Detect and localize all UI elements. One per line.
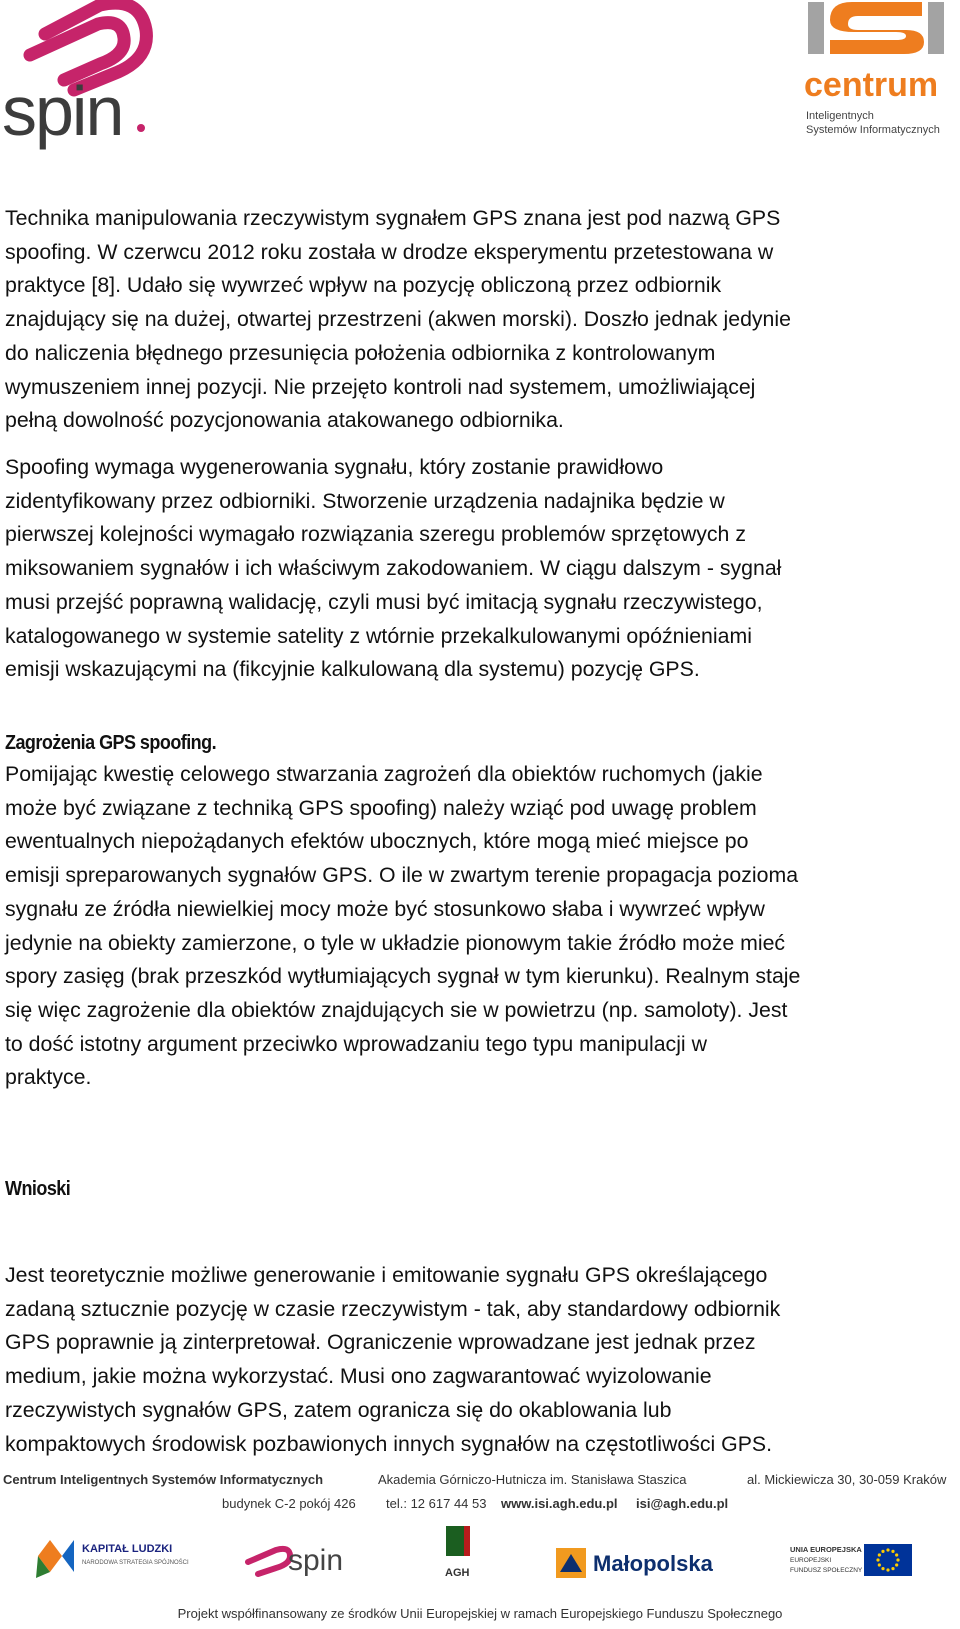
eu-star <box>876 1558 879 1561</box>
isi-centrum-text: centrum <box>804 66 939 104</box>
isi-letter-i-1 <box>808 2 824 54</box>
text-line: to dość istotny argument przeciwko wprowadzaniu tego typu manipulacji w <box>5 1031 707 1056</box>
paragraph-4 <box>5 1259 955 1461</box>
footer-org-name: Centrum Inteligentnych Systemów Informatycznych <box>3 1472 324 1487</box>
text-line: znajdujący się na dużej, otwartej przestrzeni (akwen morski). Doszło jednak jedynie <box>5 307 791 332</box>
footer-address: al. Mickiewicza 30, 30-059 Kraków <box>747 1472 947 1487</box>
eu-line1: UNIA EUROPEJSKA <box>790 1545 862 1554</box>
isi-caption-line2: Systemów Informatycznych <box>806 124 940 136</box>
text-line: rzeczywistych sygnałów GPS, zatem ogranicza się do okablowania lub <box>5 1397 672 1422</box>
text-line: praktyce [8]. Udało się wywrzeć wpływ na pozycję obliczoną przez odbiornik <box>5 273 722 298</box>
eu-star <box>881 1567 884 1570</box>
malopolska-text: Małopolska <box>593 1551 713 1576</box>
text-line: praktyce. <box>5 1065 92 1090</box>
text-line: sygnału ze źródła niewielkiej mocy może być stosunkowo słaba i wywrzeć wpływ <box>5 896 765 921</box>
kapital-ludzki-subtitle: NARODOWA STRATEGIA SPÓJNOŚCI <box>82 1560 189 1566</box>
kapital-ludzki-title: KAPITAŁ LUDZKI <box>82 1543 173 1555</box>
text-line: Jest teoretycznie możliwe generowanie i emitowanie sygnału GPS określającego <box>5 1263 768 1287</box>
paragraph-2 <box>5 451 955 687</box>
agh-logo <box>445 1526 470 1579</box>
text-line: się więc zagrożenie dla obiektów znajdujących sie w powietrzu (np. samoloty). Jest <box>5 997 788 1022</box>
eu-star <box>886 1568 889 1571</box>
eu-star <box>891 1550 894 1553</box>
spin-logo-text: spin <box>2 72 123 150</box>
text-line: spory zasięg (brak przeszkód wytłumiających sygnał w tym kierunku). Realnym staje <box>5 964 801 989</box>
isi-letter-i-2 <box>928 2 944 54</box>
text-line: medium, jakie można wykorzystać. Musi ono zagwarantować wyizolowanie <box>5 1364 712 1389</box>
text-line: ewentualnych niepożądanych efektów ubocznych, które mogą mieć miejsce po <box>5 829 749 854</box>
text-line: Spoofing wymaga wygenerowania sygnału, który zostanie prawidłowo <box>5 455 664 479</box>
isi-caption-line1: Inteligentnych <box>806 110 874 122</box>
text-line: wymuszeniem innej pozycji. Nie przejęto kontroli nad systemem, umożliwiającej <box>5 374 756 399</box>
spin-logo <box>0 0 170 160</box>
text-line: musi przejść poprawną walidację, czyli musi być imitacją sygnału rzeczywistego, <box>5 589 763 614</box>
text-line: pełną dowolność pozycjonowania atakowanego odbiornika. <box>5 408 564 433</box>
kapital-ludzki-logo <box>36 1540 189 1578</box>
heading-conclusions: Wnioski <box>5 1178 71 1200</box>
text-line: GPS poprawnie ją zinterpretował. Ograniczenie wprowadzane jest jednak przez <box>5 1330 756 1355</box>
eu-star <box>886 1548 889 1551</box>
paragraph-3 <box>5 758 955 1095</box>
eu-star <box>896 1558 899 1561</box>
eu-star <box>895 1563 898 1566</box>
footer-spin-logo <box>248 1544 343 1577</box>
isi-letter-s <box>830 2 924 54</box>
text-line: kompaktowych środowisk pozbawionych innych sygnałów na częstotliwości GPS. <box>5 1431 773 1456</box>
text-line: może być związane z techniką GPS spoofing) należy wziąć pod uwagę problem <box>5 795 757 820</box>
eu-star <box>881 1550 884 1553</box>
text-line: Technika manipulowania rzeczywistym sygnałem GPS znana jest pod nazwą GPS <box>5 206 781 230</box>
footer-university: Akademia Górniczo-Hutnicza im. Stanisława Staszica <box>378 1472 687 1487</box>
eu-star <box>895 1553 898 1556</box>
footer-building: budynek C-2 pokój 426 <box>222 1496 356 1511</box>
heading-threats: Zagrożenia GPS spoofing. <box>5 732 217 754</box>
text-line: zadaną sztucznie pozycję w czasie rzeczywistym - tak, aby standardowy odbiornik <box>5 1296 781 1321</box>
eu-logo <box>790 1544 912 1576</box>
eu-line3: FUNDUSZ SPOŁECZNY <box>790 1567 863 1574</box>
footer-email: isi@agh.edu.pl <box>636 1496 729 1511</box>
text-line: jedynie na obiekty zamierzone, o tyle w układzie pionowym takie źródło może mieć <box>5 930 786 955</box>
agh-crest-icon <box>446 1526 464 1556</box>
footer-spin-paperclip-icon <box>248 1549 290 1574</box>
text-line: Pomijając kwestię celowego stwarzania zagrożeń dla obiektów ruchomych (jakie <box>5 762 763 786</box>
footer-note: Projekt współfinansowany ze środków Unii Europejskiej w ramach Europejskiego Funduszu Społecznego <box>177 1606 783 1621</box>
footer-logos <box>0 1520 960 1600</box>
text-line: spoofing. W czerwcu 2012 roku została w drodze eksperymentu przetestowana w <box>5 239 774 264</box>
eu-star <box>878 1563 881 1566</box>
eu-line2: EUROPEJSKI <box>790 1557 832 1564</box>
text-line: zidentyfikowany przez odbiorniki. Stworzenie urządzenia nadajnika będzie w <box>5 488 725 513</box>
spin-logo-dot <box>137 124 145 132</box>
footer-phone: tel.: 12 617 44 53 <box>386 1496 487 1511</box>
text-line: pierwszej kolejności wymagało rozwiązania szeregu problemów sprzętowych z <box>5 522 746 547</box>
text-line: do naliczenia błędnego przesunięcia położenia odbiornika z kontrolowanym <box>5 340 716 365</box>
malopolska-logo <box>556 1548 714 1578</box>
agh-text: AGH <box>445 1567 470 1579</box>
text-line: miksowaniem sygnałów i ich właściwym zakodowaniem. W ciągu dalszym - sygnał <box>5 556 782 581</box>
text-line: emisji spreparowanych sygnałów GPS. O ile w zwartym terenie propagacja pozioma <box>5 863 799 888</box>
eu-star <box>891 1567 894 1570</box>
paragraph-1 <box>5 202 955 438</box>
footer-website: www.isi.agh.edu.pl <box>501 1496 618 1511</box>
eu-star <box>878 1553 881 1556</box>
text-line: emisji wskazującymi na (fikcyjnie kalkulowaną dla systemu) pozycję GPS. <box>5 657 700 682</box>
footer-spin-text: spin <box>288 1544 344 1577</box>
text-line: katalogowanego w systemie satelity z wtórnie przekalkulowanymi opóźnieniami <box>5 623 752 648</box>
